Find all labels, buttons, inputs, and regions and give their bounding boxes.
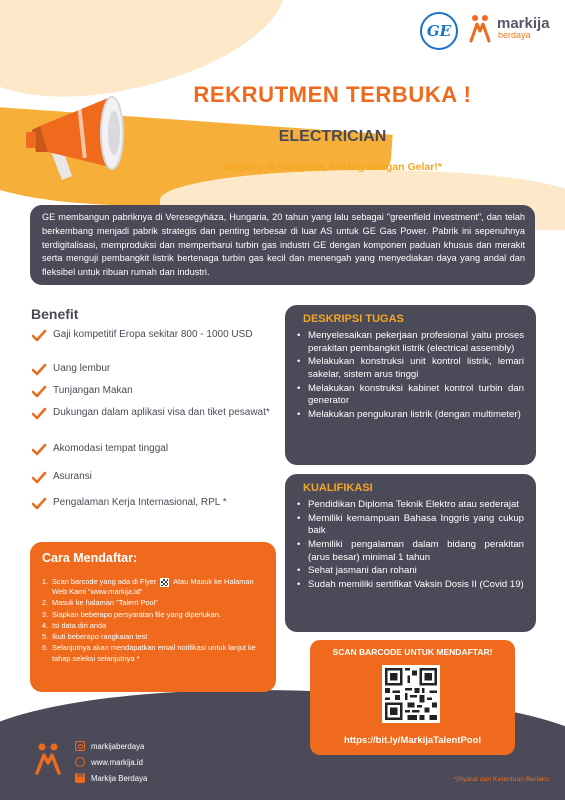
qualification-list <box>297 499 524 592</box>
apply-step <box>42 610 266 620</box>
linkedin-link[interactable] <box>75 770 147 786</box>
benefit-item <box>31 442 271 470</box>
step-number: 5. <box>42 632 49 642</box>
benefit-list <box>31 328 271 516</box>
step-text: Isi data diri anda <box>52 620 107 630</box>
linkedin-name: Markija Berdaya <box>91 773 148 783</box>
check-icon <box>31 329 47 343</box>
qualification-item: • Sudah memiliki sertifikat Vaksin Dosis II (Covid 19) <box>297 579 524 592</box>
apply-step <box>42 577 266 597</box>
qualification-title: KUALIFIKASI <box>303 482 373 494</box>
check-icon <box>31 497 47 511</box>
apply-step <box>42 621 266 631</box>
job-description-item: • Menyelesaikan pekerjaan profesional yaitu proses perakitan pembangkit listrik (electrical assembly) <box>297 330 524 355</box>
job-description-list <box>297 330 524 422</box>
qualification-item: • Memiliki pengalaman dalam bidang perakitan (arus besar) minimal 1 tahun <box>297 539 524 564</box>
step-text: Masuk ke halaman "Talent Pool" <box>52 598 158 608</box>
benefit-text: Dukungan dalam aplikasi visa dan tiket pesawat* <box>53 407 270 418</box>
ge-logo <box>420 12 458 50</box>
position-title: ELECTRICIAN <box>278 128 387 145</box>
benefit-text: Uang lembur <box>53 363 111 374</box>
brand-name: markija <box>497 15 550 32</box>
page-title: REKRUTMEN TERBUKA ! <box>193 82 472 107</box>
step-text <box>52 577 266 597</box>
qr-code[interactable] <box>382 665 440 723</box>
benefit-text: Pengalaman Kerja Internasional, RPL * <box>53 497 227 508</box>
website-link[interactable] <box>75 754 147 770</box>
job-description-title: DESKRIPSI TUGAS <box>303 313 404 325</box>
apply-step <box>42 598 266 608</box>
job-description-item: • Melakukan konstruksi unit kontrol listrik, lemari sakelar, sistem arus tinggi <box>297 356 524 381</box>
step-number: 4. <box>42 620 49 630</box>
check-icon <box>31 471 47 485</box>
step-number: 1. <box>42 577 49 586</box>
instagram-link[interactable] <box>75 738 147 754</box>
scan-title: SCAN BARCODE UNTUK MENDAFTAR! <box>332 647 493 657</box>
intro-box: GE membangun pabriknya di Veresegyháza, Hungaria, 20 tahun yang lalu sebagai "greenfield investment", dan telah berkembang menjadi pabrik strategis dan penting terbesar di luar AS untuk GE Gas Power. Pabrik ini sepenuhnya terdigitalisasi, memproduksi dan memperbarui turbin gas industri GE dengan komponen paduan khusus dan merakit serta menguji pembangkit listrik bertenaga turbin gas kecil dan menengah yang menyediakan daya yang andal dan fleksibel untuk ribuan rumah dan industri. <box>30 205 535 285</box>
benefit-title: Benefit <box>31 306 79 322</box>
step-number: 2. <box>42 598 49 608</box>
registration-link[interactable]: https://bit.ly/MarkijaTalentPool <box>343 735 482 746</box>
qr-code-icon <box>385 668 437 720</box>
disclaimer: *)Syarat dan Ketentuan Berlaku <box>453 776 549 783</box>
check-icon <box>31 443 47 457</box>
qr-mini-icon <box>160 578 169 587</box>
benefit-text: Akomodasi tempat tinggal <box>53 443 169 454</box>
qualification-item: • Sehat jasmani dan rohani <box>297 565 524 578</box>
markija-logo <box>467 13 550 43</box>
benefit-text: Asuransi <box>53 471 92 482</box>
step-text: Siapkan beberapo persyaratan file yang diperlukan. <box>52 609 221 619</box>
megaphone-icon <box>22 92 142 192</box>
step-text-post: Atau Masuk ke Halaman Web Kami "www.markija.id" <box>52 577 254 597</box>
how-to-apply-box <box>30 542 276 692</box>
how-to-apply-steps <box>42 577 266 664</box>
social-links <box>75 738 147 786</box>
how-to-apply-title: Cara Mendaftar: <box>42 551 138 565</box>
markija-logo-icon <box>467 13 493 43</box>
ge-logo-text: GE <box>426 22 452 40</box>
globe-icon <box>75 757 85 767</box>
benefit-text: Tunjangan Makan <box>53 385 133 396</box>
check-icon <box>31 407 47 421</box>
linkedin-icon <box>75 773 85 783</box>
benefit-item <box>31 328 271 362</box>
step-text: Ikuti beberapo rangkaian test <box>52 632 148 642</box>
markija-footer-logo-icon <box>33 742 63 776</box>
check-icon <box>31 385 47 399</box>
qualification-card <box>285 474 536 632</box>
benefit-item <box>31 406 271 442</box>
apply-step <box>42 632 266 642</box>
brand-subtitle: berdaya <box>498 30 531 40</box>
instagram-icon <box>75 741 85 751</box>
job-description-item: • Melakukan konstruksi kabinet kontrol turbin dan generator <box>297 383 524 408</box>
job-description-item: • Melakukan pengukuran listrik (dengan multimeter) <box>297 409 524 422</box>
step-text: Selanjutnya akan mendapatkan email notifikasi untuk lanjut ke tahap seleksi selanjutnya * <box>52 643 256 663</box>
benefit-item <box>31 384 271 406</box>
qualification-item: • Memiliki kemampuan Bahasa Inggris yang cukup baik <box>297 513 524 538</box>
tagline: Magang di Hongaria, Pulang dengan Gelar!* <box>223 161 442 173</box>
website-url: www.markija.id <box>91 757 143 767</box>
job-description-card <box>285 305 536 465</box>
step-number: 6. <box>42 643 49 653</box>
benefit-item <box>31 362 271 384</box>
scan-barcode-box <box>310 640 515 755</box>
qualification-item: • Pendidikan Diploma Teknik Elektro atau sederajat <box>297 499 524 512</box>
apply-step <box>42 643 266 663</box>
instagram-handle: markijaberdaya <box>91 741 145 751</box>
step-text-pre: Scan barcode yang ada di Flyer <box>52 577 157 586</box>
check-icon <box>31 363 47 377</box>
benefit-item <box>31 470 271 496</box>
benefit-item <box>31 496 271 516</box>
step-number: 3. <box>42 609 49 619</box>
benefit-text: Gaji kompetitif Eropa sekitar 800 - 1000 USD <box>53 329 253 340</box>
